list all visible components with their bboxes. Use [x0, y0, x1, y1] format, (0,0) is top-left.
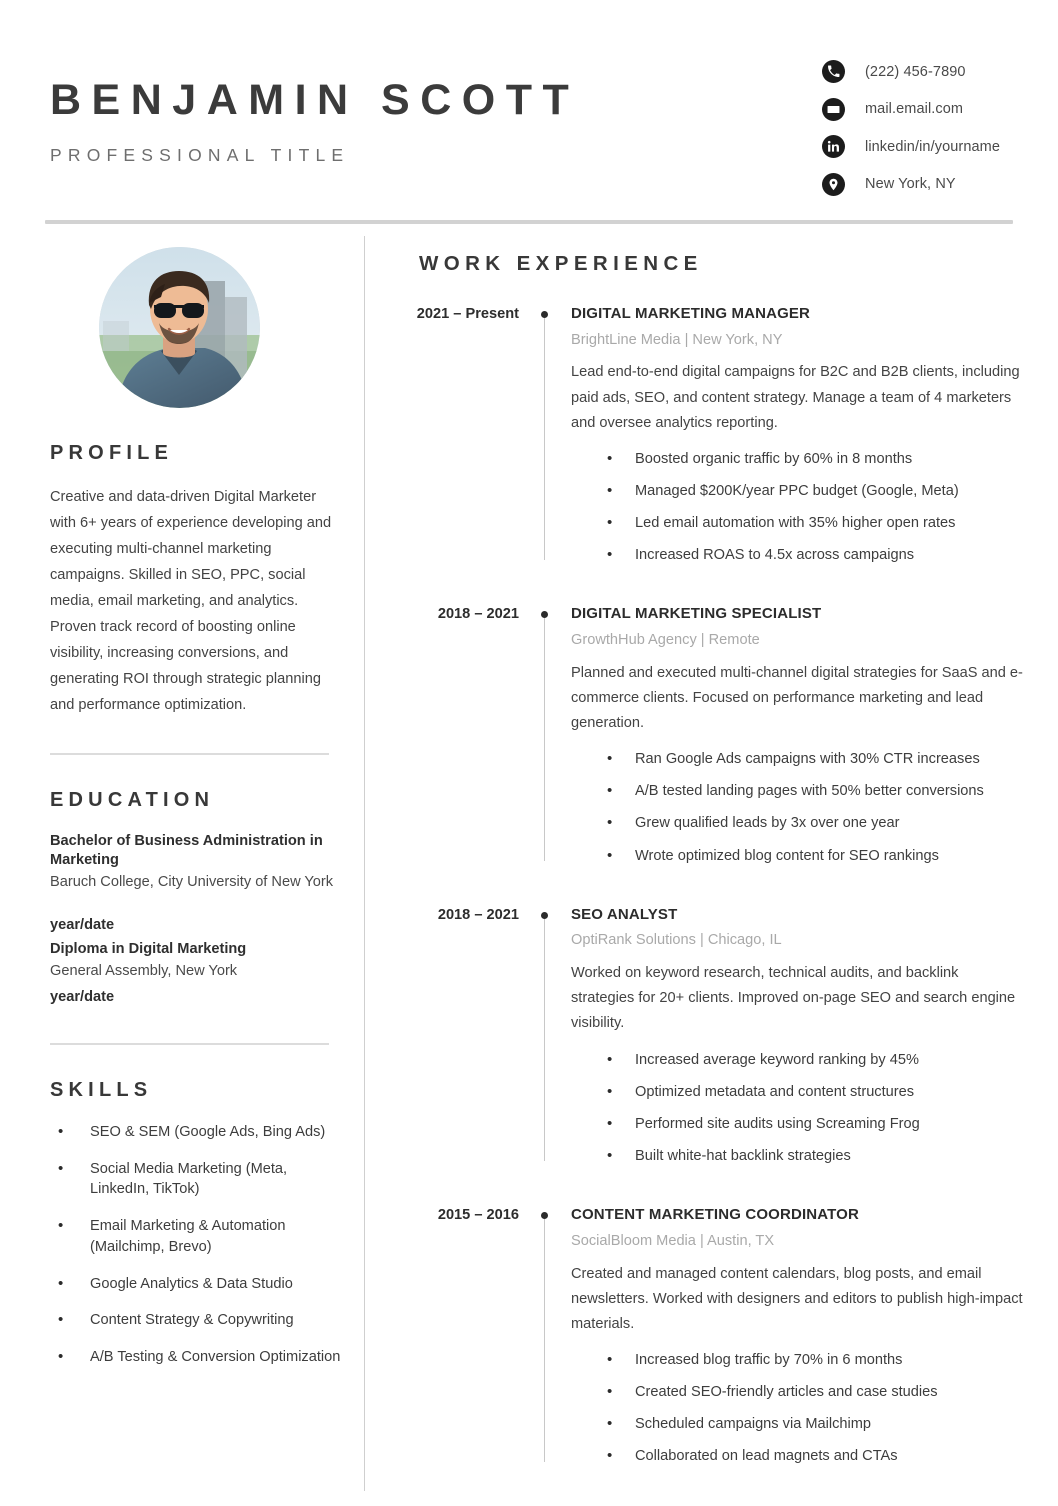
timeline-dot-icon	[541, 611, 548, 618]
work-entry-body	[567, 304, 1028, 577]
skills-divider	[50, 1043, 329, 1045]
work-entry-body	[567, 604, 1028, 877]
timeline-marker	[529, 304, 567, 577]
work-experience-heading: WORK EXPERIENCE	[419, 252, 703, 275]
list-item: • Scheduled campaigns via Mailchimp	[571, 1414, 1028, 1435]
header-divider	[45, 220, 1013, 224]
timeline-marker	[529, 604, 567, 877]
list-item: • A/B Testing & Conversion Optimization	[50, 1347, 350, 1368]
list-item: • Created SEO-friendly articles and case studies	[571, 1382, 1028, 1403]
list-item: • Social Media Marketing (Meta, LinkedIn, TikTok)	[50, 1159, 350, 1200]
sidebar-section-skills	[50, 1043, 341, 1368]
education-degree: Bachelor of Business Administration in Marketing	[50, 832, 323, 868]
work-entry-title: DIGITAL MARKETING SPECIALIST	[571, 605, 822, 623]
work-entry-bullets	[571, 749, 1028, 867]
list-item: • Content Strategy & Copywriting	[50, 1310, 350, 1331]
timeline-line	[544, 919, 545, 1161]
contact-linkedin-text: linkedin/in/yourname	[865, 138, 1000, 155]
work-entry-date: 2018 – 2021	[437, 606, 519, 623]
work-entry-company: SocialBloom Media | Austin, TX	[571, 1232, 775, 1249]
sidebar-section-education	[50, 753, 334, 1005]
work-entry-company: BrightLine Media | New York, NY	[571, 331, 783, 348]
education-school: Baruch College, City University of New York	[50, 874, 334, 891]
list-item: • Managed $200K/year PPC budget (Google, Meta)	[571, 481, 1028, 502]
work-entry-body	[567, 1205, 1028, 1478]
list-item: • Increased average keyword ranking by 45%	[571, 1050, 1028, 1071]
envelope-icon	[822, 98, 845, 121]
education-item	[50, 940, 340, 1005]
list-item: • Ran Google Ads campaigns with 30% CTR increases	[571, 749, 1028, 770]
timeline-line	[544, 1219, 545, 1461]
list-item: • Collaborated on lead magnets and CTAs	[571, 1446, 1028, 1467]
list-item: • A/B tested landing pages with 50% better conversions	[571, 781, 1028, 802]
education-heading: EDUCATION	[50, 788, 215, 811]
work-entry-bullets	[571, 1350, 1028, 1468]
work-entry-description: Worked on keyword research, technical audits, and backlink strategies for 20+ clients. Improved on-page SEO and search engine visibility.	[571, 965, 1016, 1032]
timeline-dot-icon	[541, 311, 548, 318]
list-item: • Performed site audits using Screaming Frog	[571, 1114, 1028, 1135]
work-entry	[407, 304, 1028, 577]
skills-list	[50, 1122, 350, 1368]
work-entry	[407, 1205, 1028, 1478]
work-entry-bullets	[571, 1050, 1028, 1168]
contact-item-email[interactable]	[822, 98, 1000, 121]
location-pin-icon	[822, 173, 845, 196]
sidebar	[0, 232, 341, 1506]
avatar	[50, 247, 322, 408]
phone-icon	[822, 60, 845, 83]
profile-summary: Creative and data-driven Digital Marketer with 6+ years of experience developing and executing multi-channel marketing campaigns. Skilled in SEO, PPC, social media, email marketing, and analytics. Proven track record of boosting online visibility, increasing conversions, and generating ROI through strategic planning and performance optimization.	[50, 489, 332, 713]
work-entry	[407, 604, 1028, 877]
linkedin-icon	[822, 135, 845, 158]
timeline-dot-icon	[541, 912, 548, 919]
contact-item-phone[interactable]	[822, 60, 1000, 83]
work-entry-bullets	[571, 449, 1028, 567]
education-date: year/date	[50, 988, 115, 1005]
list-item: • Email Marketing & Automation (Mailchimp, Brevo)	[50, 1216, 350, 1257]
work-entry-date: 2021 – Present	[416, 306, 519, 322]
contact-location-text: New York, NY	[865, 176, 956, 192]
skills-heading: SKILLS	[50, 1078, 153, 1101]
work-entry-description: Planned and executed multi-channel digital strategies for SaaS and e-commerce clients. Focused on performance marketing and lead generation.	[571, 664, 1023, 732]
work-entry-description: Lead end-to-end digital campaigns for B2C and B2B clients, including paid ads, SEO, and content strategy. Manage a team of 4 marketers and oversee analytics reporting.	[571, 364, 1020, 431]
sidebar-section-profile	[50, 442, 332, 719]
candidate-name: BENJAMIN SCOTT	[50, 76, 580, 124]
contact-phone-text: (222) 456-7890	[865, 63, 966, 80]
header-identity	[50, 56, 579, 166]
education-degree: Diploma in Digital Marketing	[50, 940, 247, 957]
education-item	[50, 832, 340, 933]
education-date: year/date	[50, 916, 115, 933]
timeline-marker	[529, 1205, 567, 1478]
list-item: • Boosted organic traffic by 60% in 8 months	[571, 449, 1028, 470]
profile-photo	[99, 247, 260, 408]
work-entry-description: Created and managed content calendars, blog posts, and email newsletters. Worked with designers and editors to publish high-impact materials.	[571, 1265, 1023, 1332]
list-item: • Increased ROAS to 4.5x across campaigns	[571, 545, 1028, 566]
work-entry-title: CONTENT MARKETING COORDINATOR	[571, 1206, 859, 1224]
education-school: General Assembly, New York	[50, 963, 238, 980]
work-entry	[407, 905, 1028, 1178]
work-entry-company: GrowthHub Agency | Remote	[571, 631, 760, 648]
education-divider	[50, 753, 329, 755]
work-entry-company: OptiRank Solutions | Chicago, IL	[571, 932, 782, 949]
list-item: • Increased blog traffic by 70% in 6 months	[571, 1350, 1028, 1371]
work-entry-title: SEO ANALYST	[571, 905, 678, 923]
list-item: • Wrote optimized blog content for SEO rankings	[571, 846, 1028, 867]
work-entry-body	[567, 905, 1028, 1178]
contact-item-location[interactable]	[822, 173, 1000, 196]
contact-list	[822, 56, 1018, 196]
work-entry-title: DIGITAL MARKETING MANAGER	[571, 305, 811, 322]
timeline-marker	[529, 905, 567, 1178]
list-item: • Led email automation with 35% higher open rates	[571, 513, 1028, 534]
contact-item-linkedin[interactable]	[822, 135, 1000, 158]
timeline-dot-icon	[541, 1212, 548, 1219]
list-item: • Optimized metadata and content structures	[571, 1082, 1028, 1103]
work-entry-date: 2015 – 2016	[437, 1207, 519, 1224]
list-item: • Grew qualified leads by 3x over one year	[571, 813, 1028, 834]
candidate-title: PROFESSIONAL TITLE	[50, 145, 350, 166]
work-entry-date: 2018 – 2021	[437, 906, 519, 923]
list-item: • SEO & SEM (Google Ads, Bing Ads)	[50, 1122, 350, 1143]
work-experience-section	[365, 232, 1058, 1506]
timeline-line	[544, 618, 545, 860]
timeline-line	[544, 318, 545, 560]
list-item: • Google Analytics & Data Studio	[50, 1274, 350, 1295]
profile-heading: PROFILE	[50, 442, 174, 464]
contact-email-text: mail.email.com	[865, 101, 964, 117]
resume-body	[0, 222, 1058, 1506]
list-item: • Built white-hat backlink strategies	[571, 1146, 1028, 1167]
resume-header	[0, 0, 1058, 222]
